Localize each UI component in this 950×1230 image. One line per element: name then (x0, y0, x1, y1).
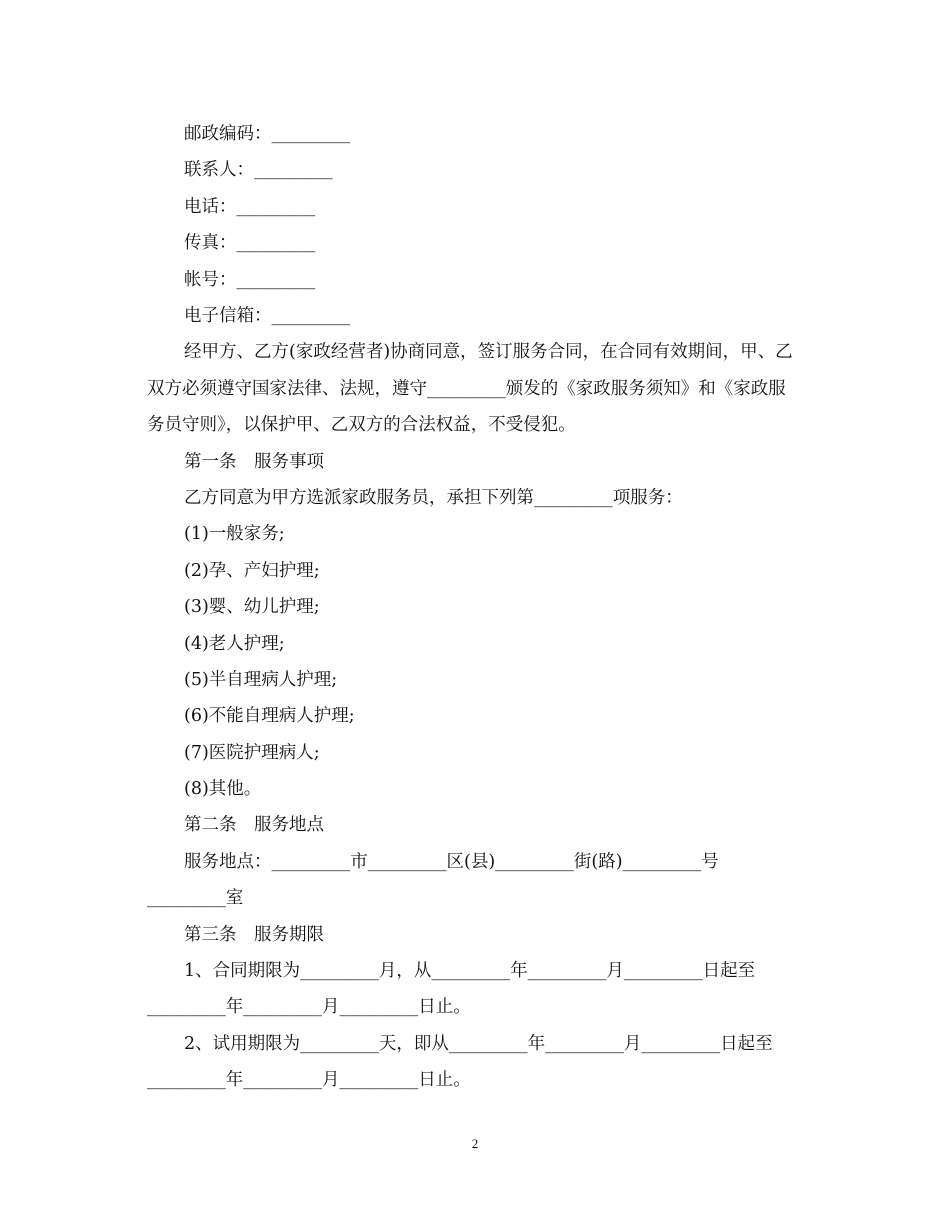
page-number: 2 (471, 1136, 479, 1151)
service-location-paragraph: 服务地点：_________市_________区(县)_________街(路)_________号_________室 (147, 851, 719, 909)
service-item: (4)老人护理; (184, 633, 285, 654)
service-item: (7)医院护理病人; (184, 742, 320, 763)
probation-term-clause: 2、试用期限为_________天，即从_________年_________月_________日起至_________年_________月_________日止。 (147, 1033, 773, 1091)
service-item: (2)孕、产妇护理; (184, 560, 320, 581)
fax-line: 传真：_________ (184, 233, 316, 254)
article-3-heading: 第三条 服务期限 (184, 924, 324, 945)
article-1-heading: 第一条 服务事项 (184, 451, 324, 472)
contract-term-clause: 1、合同期限为_________月，从_________年_________月_________日起至_________年_________月_________日止。 (147, 961, 756, 1018)
postal-code-line: 邮政编码：_________ (184, 124, 351, 144)
article-1-intro: 乙方同意为甲方选派家政服务员，承担下列第_________项服务： (184, 487, 683, 508)
service-item: (8)其他。 (184, 779, 262, 800)
service-item: (6)不能自理病人护理; (184, 706, 355, 727)
article-2-heading: 第二条 服务地点 (184, 815, 324, 836)
email-line: 电子信箱：_________ (184, 305, 351, 326)
account-line: 帐号：_________ (184, 269, 316, 290)
phone-line: 电话：_________ (184, 196, 316, 217)
service-item: (3)婴、幼儿护理; (184, 597, 320, 618)
contact-person-line: 联系人：_________ (184, 160, 333, 181)
service-item: (5)半自理病人护理; (184, 669, 338, 690)
document-body (147, 116, 797, 1099)
preamble-paragraph: 经甲方、乙方(家政经营者)协商同意，签订服务合同，在合同有效期间，甲、乙双方必须遵守国家法律、法规，遵守_________颁发的《家政服务须知》和《家政服务员守则》，以保护甲、乙双方的合法权益，不受侵犯。 (147, 342, 793, 436)
service-item: (1)一般家务; (184, 524, 285, 545)
